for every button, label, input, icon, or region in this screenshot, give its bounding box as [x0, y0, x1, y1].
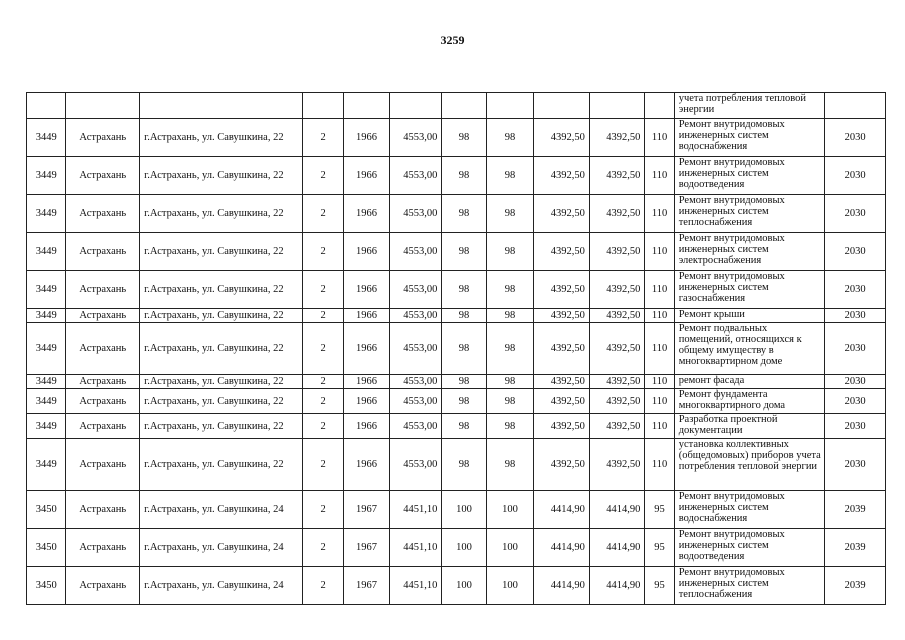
cell-address: г.Астрахань, ул. Савушкина, 22 [140, 195, 303, 233]
cell-empty [442, 93, 486, 119]
cell-percent-2: 100 [486, 491, 533, 529]
cell-area-residential-2: 4392,50 [589, 271, 645, 309]
cell-plan-year: 2030 [825, 233, 886, 271]
cell-address: г.Астрахань, ул. Савушкина, 24 [140, 491, 303, 529]
cell-plan-year: 2030 [825, 414, 886, 439]
cell-city: Астрахань [66, 233, 140, 271]
cell-id: 3449 [27, 157, 66, 195]
cell-id: 3449 [27, 389, 66, 414]
cell-year: 1966 [344, 414, 389, 439]
cell-area-residential-2: 4392,50 [589, 389, 645, 414]
cell-percent-1: 100 [442, 529, 486, 567]
cell-floors: 2 [302, 323, 343, 375]
cell-city: Астрахань [66, 195, 140, 233]
cell-city: Астрахань [66, 323, 140, 375]
capital-repair-table [26, 92, 886, 605]
cell-area-residential-1: 4392,50 [534, 119, 590, 157]
cell-id: 3449 [27, 271, 66, 309]
cell-area-residential-2: 4392,50 [589, 414, 645, 439]
cell-address: г.Астрахань, ул. Савушкина, 22 [140, 323, 303, 375]
cell-percent-2: 98 [486, 271, 533, 309]
cell-percent-2: 98 [486, 375, 533, 389]
cell-residents: 110 [645, 414, 674, 439]
cell-empty [27, 93, 66, 119]
cell-percent-2: 98 [486, 389, 533, 414]
cell-floors: 2 [302, 309, 343, 323]
cell-area-total: 4553,00 [389, 195, 442, 233]
cell-floors: 2 [302, 414, 343, 439]
cell-area-total: 4553,00 [389, 119, 442, 157]
table-row [27, 439, 886, 491]
cell-residents: 110 [645, 157, 674, 195]
cell-floors: 2 [302, 157, 343, 195]
cell-residents: 110 [645, 119, 674, 157]
cell-work: Ремонт подвальных помещений, относящихся к общему имуществу в многоквартирном доме [674, 323, 825, 375]
cell-percent-1: 98 [442, 119, 486, 157]
cell-plan-year: 2030 [825, 271, 886, 309]
cell-area-total: 4553,00 [389, 439, 442, 491]
cell-plan-year: 2030 [825, 309, 886, 323]
cell-floors: 2 [302, 439, 343, 491]
cell-id: 3449 [27, 195, 66, 233]
cell-percent-2: 98 [486, 195, 533, 233]
cell-floors: 2 [302, 529, 343, 567]
cell-area-residential-1: 4392,50 [534, 323, 590, 375]
cell-area-residential-1: 4414,90 [534, 529, 590, 567]
cell-year: 1967 [344, 529, 389, 567]
cell-percent-1: 98 [442, 195, 486, 233]
cell-year: 1966 [344, 439, 389, 491]
table-row [27, 233, 886, 271]
cell-area-residential-1: 4392,50 [534, 414, 590, 439]
cell-area-residential-1: 4414,90 [534, 491, 590, 529]
cell-address: г.Астрахань, ул. Савушкина, 24 [140, 567, 303, 605]
table-row [27, 119, 886, 157]
cell-city: Астрахань [66, 309, 140, 323]
cell-area-residential-2: 4414,90 [589, 567, 645, 605]
cell-empty [486, 93, 533, 119]
cell-plan-year: 2039 [825, 567, 886, 605]
cell-plan-year: 2030 [825, 375, 886, 389]
cell-area-residential-2: 4414,90 [589, 529, 645, 567]
cell-work: Ремонт внутридомовых инженерных систем водоотведения [674, 157, 825, 195]
cell-id: 3450 [27, 529, 66, 567]
cell-work: Ремонт крыши [674, 309, 825, 323]
cell-percent-2: 100 [486, 529, 533, 567]
cell-id: 3449 [27, 323, 66, 375]
table-row [27, 271, 886, 309]
cell-area-residential-1: 4414,90 [534, 567, 590, 605]
cell-residents: 110 [645, 375, 674, 389]
cell-floors: 2 [302, 233, 343, 271]
cell-address: г.Астрахань, ул. Савушкина, 22 [140, 439, 303, 491]
cell-percent-1: 98 [442, 375, 486, 389]
table-row [27, 389, 886, 414]
cell-floors: 2 [302, 491, 343, 529]
cell-floors: 2 [302, 567, 343, 605]
cell-area-residential-1: 4392,50 [534, 439, 590, 491]
cell-work: учета потребления тепловой энергии [674, 93, 825, 119]
cell-area-residential-1: 4392,50 [534, 389, 590, 414]
cell-work: Ремонт внутридомовых инженерных систем электроснабжения [674, 233, 825, 271]
cell-area-residential-2: 4392,50 [589, 323, 645, 375]
cell-city: Астрахань [66, 567, 140, 605]
cell-address: г.Астрахань, ул. Савушкина, 22 [140, 414, 303, 439]
cell-city: Астрахань [66, 491, 140, 529]
cell-area-residential-2: 4392,50 [589, 119, 645, 157]
cell-empty [645, 93, 674, 119]
cell-work: установка коллективных (общедомовых) приборов учета потребления тепловой энергии [674, 439, 825, 491]
cell-area-residential-1: 4392,50 [534, 195, 590, 233]
cell-area-residential-2: 4392,50 [589, 157, 645, 195]
cell-area-residential-1: 4392,50 [534, 271, 590, 309]
cell-city: Астрахань [66, 389, 140, 414]
page-number: 3259 [440, 33, 465, 47]
cell-area-residential-2: 4392,50 [589, 195, 645, 233]
cell-id: 3449 [27, 414, 66, 439]
cell-percent-2: 98 [486, 414, 533, 439]
table-row [27, 309, 886, 323]
cell-plan-year: 2030 [825, 439, 886, 491]
cell-year: 1967 [344, 491, 389, 529]
cell-id: 3450 [27, 567, 66, 605]
cell-empty [589, 93, 645, 119]
cell-year: 1966 [344, 271, 389, 309]
cell-address: г.Астрахань, ул. Савушкина, 22 [140, 309, 303, 323]
cell-percent-2: 98 [486, 157, 533, 195]
cell-percent-2: 98 [486, 119, 533, 157]
cell-work: Разработка проектной документации [674, 414, 825, 439]
table-row [27, 567, 886, 605]
cell-residents: 110 [645, 309, 674, 323]
cell-floors: 2 [302, 119, 343, 157]
cell-floors: 2 [302, 389, 343, 414]
table-row [27, 491, 886, 529]
cell-percent-1: 98 [442, 271, 486, 309]
cell-empty [66, 93, 140, 119]
cell-plan-year: 2039 [825, 491, 886, 529]
continuation-row [27, 93, 886, 119]
cell-work: Ремонт внутридомовых инженерных систем теплоснабжения [674, 195, 825, 233]
cell-area-total: 4553,00 [389, 414, 442, 439]
cell-residents: 110 [645, 271, 674, 309]
cell-work: Ремонт внутридомовых инженерных систем теплоснабжения [674, 567, 825, 605]
cell-area-residential-2: 4392,50 [589, 309, 645, 323]
cell-residents: 110 [645, 323, 674, 375]
cell-percent-2: 98 [486, 439, 533, 491]
cell-empty [389, 93, 442, 119]
table-row [27, 375, 886, 389]
cell-residents: 95 [645, 567, 674, 605]
cell-address: г.Астрахань, ул. Савушкина, 22 [140, 157, 303, 195]
cell-area-total: 4553,00 [389, 375, 442, 389]
cell-plan-year: 2030 [825, 389, 886, 414]
cell-empty [344, 93, 389, 119]
cell-empty [302, 93, 343, 119]
cell-area-total: 4553,00 [389, 389, 442, 414]
cell-id: 3450 [27, 491, 66, 529]
cell-plan-year: 2030 [825, 323, 886, 375]
cell-city: Астрахань [66, 375, 140, 389]
table-body [27, 93, 886, 605]
cell-area-total: 4553,00 [389, 233, 442, 271]
cell-id: 3449 [27, 233, 66, 271]
cell-address: г.Астрахань, ул. Савушкина, 22 [140, 375, 303, 389]
cell-id: 3449 [27, 309, 66, 323]
cell-work: Ремонт внутридомовых инженерных систем водоотведения [674, 529, 825, 567]
cell-city: Астрахань [66, 529, 140, 567]
cell-plan-year: 2030 [825, 195, 886, 233]
cell-area-total: 4451,10 [389, 491, 442, 529]
cell-address: г.Астрахань, ул. Савушкина, 22 [140, 389, 303, 414]
cell-year: 1966 [344, 233, 389, 271]
cell-work: Ремонт внутридомовых инженерных систем водоснабжения [674, 491, 825, 529]
cell-address: г.Астрахань, ул. Савушкина, 22 [140, 119, 303, 157]
cell-plan-year: 2030 [825, 157, 886, 195]
cell-work: Ремонт фундамента многоквартирного дома [674, 389, 825, 414]
cell-empty [825, 93, 886, 119]
cell-area-total: 4553,00 [389, 323, 442, 375]
cell-floors: 2 [302, 195, 343, 233]
cell-year: 1966 [344, 323, 389, 375]
cell-address: г.Астрахань, ул. Савушкина, 22 [140, 271, 303, 309]
cell-residents: 95 [645, 529, 674, 567]
cell-percent-2: 98 [486, 233, 533, 271]
cell-area-total: 4451,10 [389, 529, 442, 567]
cell-percent-1: 98 [442, 323, 486, 375]
cell-percent-1: 98 [442, 389, 486, 414]
cell-area-residential-1: 4392,50 [534, 375, 590, 389]
cell-percent-2: 100 [486, 567, 533, 605]
cell-percent-1: 98 [442, 233, 486, 271]
cell-address: г.Астрахань, ул. Савушкина, 22 [140, 233, 303, 271]
cell-percent-2: 98 [486, 323, 533, 375]
cell-percent-2: 98 [486, 309, 533, 323]
cell-residents: 95 [645, 491, 674, 529]
cell-area-residential-2: 4392,50 [589, 439, 645, 491]
table-row [27, 323, 886, 375]
cell-percent-1: 98 [442, 309, 486, 323]
cell-percent-1: 100 [442, 567, 486, 605]
cell-plan-year: 2039 [825, 529, 886, 567]
cell-year: 1966 [344, 119, 389, 157]
cell-id: 3449 [27, 439, 66, 491]
cell-area-residential-1: 4392,50 [534, 157, 590, 195]
cell-area-residential-2: 4392,50 [589, 233, 645, 271]
cell-year: 1967 [344, 567, 389, 605]
cell-year: 1966 [344, 375, 389, 389]
cell-area-total: 4553,00 [389, 309, 442, 323]
cell-work: Ремонт внутридомовых инженерных систем газоснабжения [674, 271, 825, 309]
cell-id: 3449 [27, 375, 66, 389]
cell-floors: 2 [302, 271, 343, 309]
cell-city: Астрахань [66, 157, 140, 195]
cell-year: 1966 [344, 195, 389, 233]
cell-residents: 110 [645, 389, 674, 414]
cell-work: Ремонт внутридомовых инженерных систем водоснабжения [674, 119, 825, 157]
cell-id: 3449 [27, 119, 66, 157]
cell-area-residential-1: 4392,50 [534, 233, 590, 271]
cell-area-residential-2: 4392,50 [589, 375, 645, 389]
cell-year: 1966 [344, 157, 389, 195]
cell-city: Астрахань [66, 439, 140, 491]
cell-empty [534, 93, 590, 119]
table-row [27, 195, 886, 233]
cell-percent-1: 98 [442, 439, 486, 491]
cell-city: Астрахань [66, 271, 140, 309]
cell-year: 1966 [344, 309, 389, 323]
cell-plan-year: 2030 [825, 119, 886, 157]
cell-percent-1: 98 [442, 414, 486, 439]
cell-area-residential-2: 4414,90 [589, 491, 645, 529]
cell-floors: 2 [302, 375, 343, 389]
cell-year: 1966 [344, 389, 389, 414]
cell-work: ремонт фасада [674, 375, 825, 389]
cell-residents: 110 [645, 233, 674, 271]
cell-area-total: 4553,00 [389, 157, 442, 195]
cell-city: Астрахань [66, 119, 140, 157]
cell-percent-1: 98 [442, 157, 486, 195]
cell-city: Астрахань [66, 414, 140, 439]
cell-residents: 110 [645, 439, 674, 491]
cell-area-total: 4451,10 [389, 567, 442, 605]
table-row [27, 529, 886, 567]
table-row [27, 157, 886, 195]
cell-address: г.Астрахань, ул. Савушкина, 24 [140, 529, 303, 567]
table-row [27, 414, 886, 439]
cell-area-total: 4553,00 [389, 271, 442, 309]
cell-area-residential-1: 4392,50 [534, 309, 590, 323]
cell-residents: 110 [645, 195, 674, 233]
cell-percent-1: 100 [442, 491, 486, 529]
cell-empty [140, 93, 303, 119]
